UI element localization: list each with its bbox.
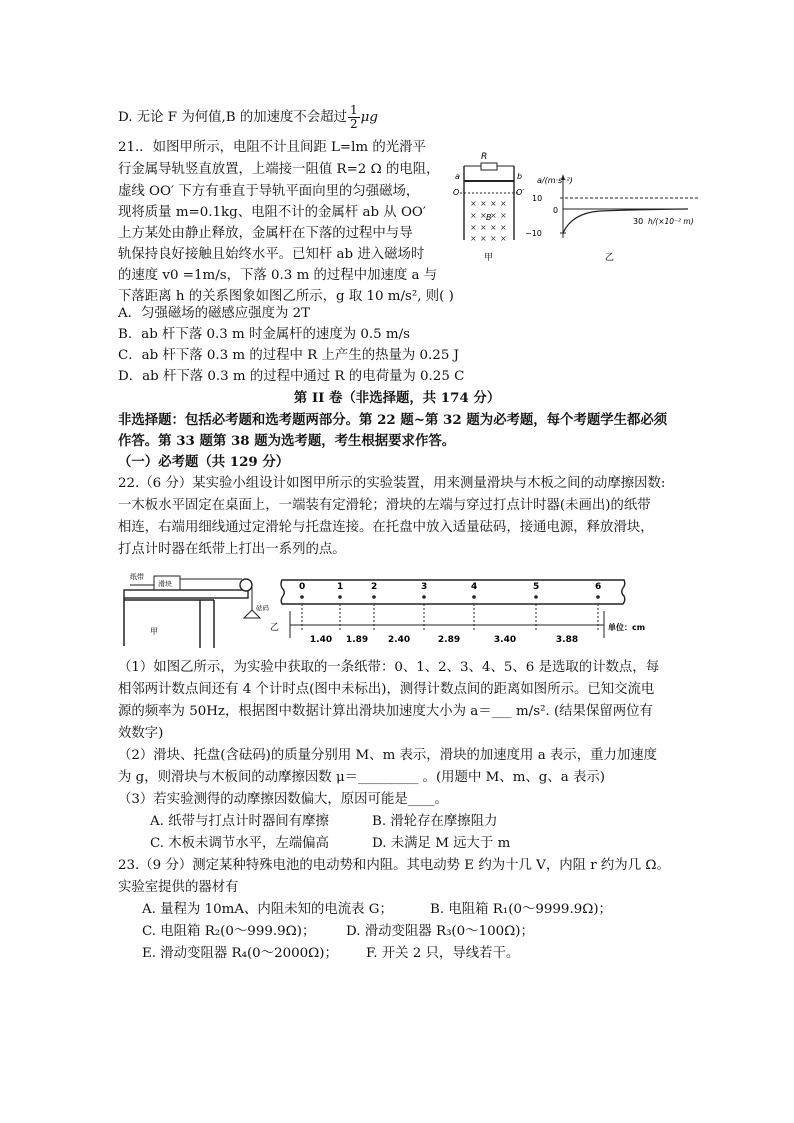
tape-point-label: 1 <box>337 582 344 592</box>
tape-distance-label: 3.88 <box>555 635 579 645</box>
part2-description: 作答。第 33 题第 38 题为选考题，考生根据要求作答。 <box>118 433 456 449</box>
caption-yi: 乙 <box>270 623 280 633</box>
q21-line: 虚线 OO′ 下方有垂直于导轨平面向里的匀强磁场， <box>118 184 420 199</box>
tape-point-label: 3 <box>421 582 428 592</box>
q20-option-d-prefix: D. 无论 F 为何值,B 的加速度不会超过 <box>118 110 348 125</box>
q20-option-d <box>118 104 378 131</box>
label-b: b <box>517 172 523 181</box>
resistor-symbol <box>481 163 497 170</box>
svg-text:×: × <box>480 199 487 208</box>
q23-line: 实验室提供的器材有 <box>118 880 239 895</box>
tape-distance-label: 2.40 <box>387 635 411 645</box>
q21-option-a: A．匀强磁场的磁感应强度为 2T <box>118 306 311 321</box>
svg-text:×: × <box>480 234 487 243</box>
tape-dot <box>338 595 342 599</box>
tape-outline <box>281 580 625 604</box>
label-tape: 纸带 <box>130 573 144 581</box>
svg-text:×: × <box>480 223 487 232</box>
q20-option-d-suffix: μg <box>360 110 378 125</box>
q23-option-b: B. 电阻箱 R₁(0～9999.9Ω)； <box>430 902 612 917</box>
q21-line: 下落距离 h 的关系图象如图乙所示，g 取 10 m/s², 则( ) <box>118 289 454 304</box>
svg-text:×: × <box>500 211 507 220</box>
tape-distance-label: 1.40 <box>309 635 333 645</box>
q21-line: 的速度 v0 =1m/s，下落 0.3 m 的过程中加速度 a 与 <box>118 268 438 283</box>
fraction-one-half: $\frac{1}{2}$ <box>350 103 358 131</box>
q22-option-b: B. 滑轮存在摩擦阻力 <box>372 814 498 829</box>
q22-option-d: D. 未满足 M 远大于 m <box>372 836 511 851</box>
label-a: a <box>455 172 460 181</box>
tape-dot <box>422 595 426 599</box>
origin-label: 0 <box>553 206 559 215</box>
q21-line: 行金属导轨竖直放置，上端接一阻值 R=2 Ω 的电阻， <box>118 162 440 177</box>
q22-sub1-line: 源的频率为 50Hz，根据图中数据计算出滑块加速度大小为 a＝___ m/s². (结果保留两位有 <box>118 704 653 719</box>
tape-dot <box>472 595 476 599</box>
y-tick-top: 10 <box>532 194 543 203</box>
svg-text:×: × <box>470 223 477 232</box>
q22-line: 22.（6 分）某实验小组设计如图甲所示的实验装置，用来测量滑块与木板之间的动摩擦因数: <box>118 476 666 491</box>
tape-point-label: 5 <box>533 582 540 592</box>
q22-line: 一木板水平固定在桌面上，一端装有定滑轮；滑块的左端与穿过打点计时器(未画出)的纸带 <box>118 498 651 513</box>
q21-line: 上方某处由静止释放，金属杆在下落的过程中与导 <box>118 226 413 241</box>
q21-line: 轨保持良好接触且始终水平。已知杆 ab 进入磁场时 <box>118 247 425 262</box>
q22-sub2-line: （2）滑块、托盘(含砝码)的质量分别用 M、m 表示，滑块的加速度用 a 表示，重力加速度 <box>118 748 658 763</box>
svg-text:×: × <box>470 199 477 208</box>
q21-option-d: D．ab 杆下落 0.3 m 的过程中通过 R 的电荷量为 0.25 C <box>118 369 465 384</box>
pulley <box>240 579 252 591</box>
q23-option-c: C. 电阻箱 R₂(0～999.9Ω)； <box>142 924 316 939</box>
q22-sub1-line: 相邻两计数点间还有 4 个计时点(图中未标出)，测得计数点间的距离如图所示。已知交流电 <box>118 682 655 697</box>
q21-line: 现将质量 m=0.1kg、电阻不计的金属杆 ab 从 OO′ <box>118 205 426 220</box>
label-block: 滑块 <box>158 580 172 588</box>
unit-label: 单位：cm <box>608 623 646 632</box>
tape-dot <box>300 595 304 599</box>
q21-figure-yi <box>520 172 720 268</box>
q22-sub3: （3）若实验测得的动摩擦因数偏大，原因可能是____。 <box>118 792 448 807</box>
label-b-field: B <box>486 213 492 222</box>
q22-line: 相连，右端用细线通过定滑轮与托盘连接。在托盘中放入适量砝码，接通电源，释放滑块， <box>118 520 654 535</box>
q23-option-a: A. 量程为 10mA、内阻未知的电流表 G； <box>142 902 393 917</box>
tape-distance-label: 3.40 <box>493 635 517 645</box>
y-axis-label: a/(m·s⁻²) <box>537 176 573 185</box>
tape-distance-label: 2.89 <box>437 635 461 645</box>
tape-point-label: 0 <box>299 582 306 592</box>
y-tick-bottom: −10 <box>525 229 542 238</box>
q22-sub2-line: 为 g，则滑块与木板间的动摩擦因数 μ＝_________ 。(用题中 M、m、g、a 表示) <box>118 770 605 785</box>
tape-distance-label: 1.89 <box>345 635 369 645</box>
label-weights: 砝码 <box>256 604 269 612</box>
q23-option-f: F. 开关 2 只，导线若干。 <box>366 946 520 961</box>
svg-text:×: × <box>490 234 497 243</box>
x-axis-label: h/(×10⁻² m) <box>648 217 694 226</box>
q23-line: 23.（9 分）测定某种特殊电池的电动势和内阻。其电动势 E 约为十几 V，内阻 r 约为几 Ω。 <box>118 858 670 873</box>
svg-text:×: × <box>490 211 497 220</box>
caption-jia: 甲 <box>150 627 158 636</box>
tape-point-label: 4 <box>471 582 478 592</box>
q21-option-c: C．ab 杆下落 0.3 m 的过程中 R 上产生的热量为 0.25 J <box>118 348 459 363</box>
svg-text:×: × <box>500 199 507 208</box>
svg-text:×: × <box>470 234 477 243</box>
wooden-board <box>124 590 248 598</box>
q22-line: 打点计时器在纸带上打出一系列的点。 <box>118 542 346 557</box>
q22-option-a: A. 纸带与打点计时器间有摩擦 <box>150 814 329 829</box>
part2-description: 非选择题：包括必考题和选考题两部分。第 22 题~第 32 题为必考题，每个考题学生都必须 <box>118 412 668 428</box>
label-o-prime: O′ <box>516 188 525 197</box>
tape-dot <box>596 595 600 599</box>
label-r: R <box>481 152 488 162</box>
x-tick-30: 30 <box>633 217 644 226</box>
q22-option-c: C. 木板未调节水平，左端偏高 <box>150 836 329 851</box>
caption-yi: 乙 <box>605 253 615 263</box>
q22-paper-tape-yi <box>270 566 654 650</box>
tape-dot <box>534 595 538 599</box>
svg-text:×: × <box>500 223 507 232</box>
q23-option-e: E. 滑动变阻器 R₄(0～2000Ω)； <box>142 946 338 961</box>
caption-jia: 甲 <box>484 253 494 263</box>
q22-sub1-line: 效数字) <box>118 726 164 741</box>
q22-sub1-line: （1）如图乙所示，为实验中获取的一条纸带：0、1、2、3、4、5、6 是选取的计数点，每 <box>118 660 660 675</box>
q23-option-d: D. 滑动变阻器 R₃(0～100Ω)； <box>346 924 534 939</box>
q21-line: 21.．如图甲所示，电阻不计且间距 L=lm 的光滑平 <box>118 140 426 155</box>
svg-text:×: × <box>490 199 497 208</box>
svg-text:×: × <box>470 211 477 220</box>
q21-option-b: B．ab 杆下落 0.3 m 时金属杆的速度为 0.5 m/s <box>118 327 410 342</box>
tape-dot <box>372 595 376 599</box>
part2-heading: 第 II 卷（非选择题，共 174 分） <box>293 390 501 406</box>
label-o: O <box>453 188 460 197</box>
svg-text:×: × <box>490 223 497 232</box>
section-heading: （一）必考题（共 129 分） <box>118 454 290 470</box>
svg-text:×: × <box>500 234 507 243</box>
svg-text:×: × <box>480 211 487 220</box>
q22-apparatus-jia <box>120 566 280 650</box>
tape-point-label: 6 <box>595 582 602 592</box>
tape-point-label: 2 <box>371 582 378 592</box>
